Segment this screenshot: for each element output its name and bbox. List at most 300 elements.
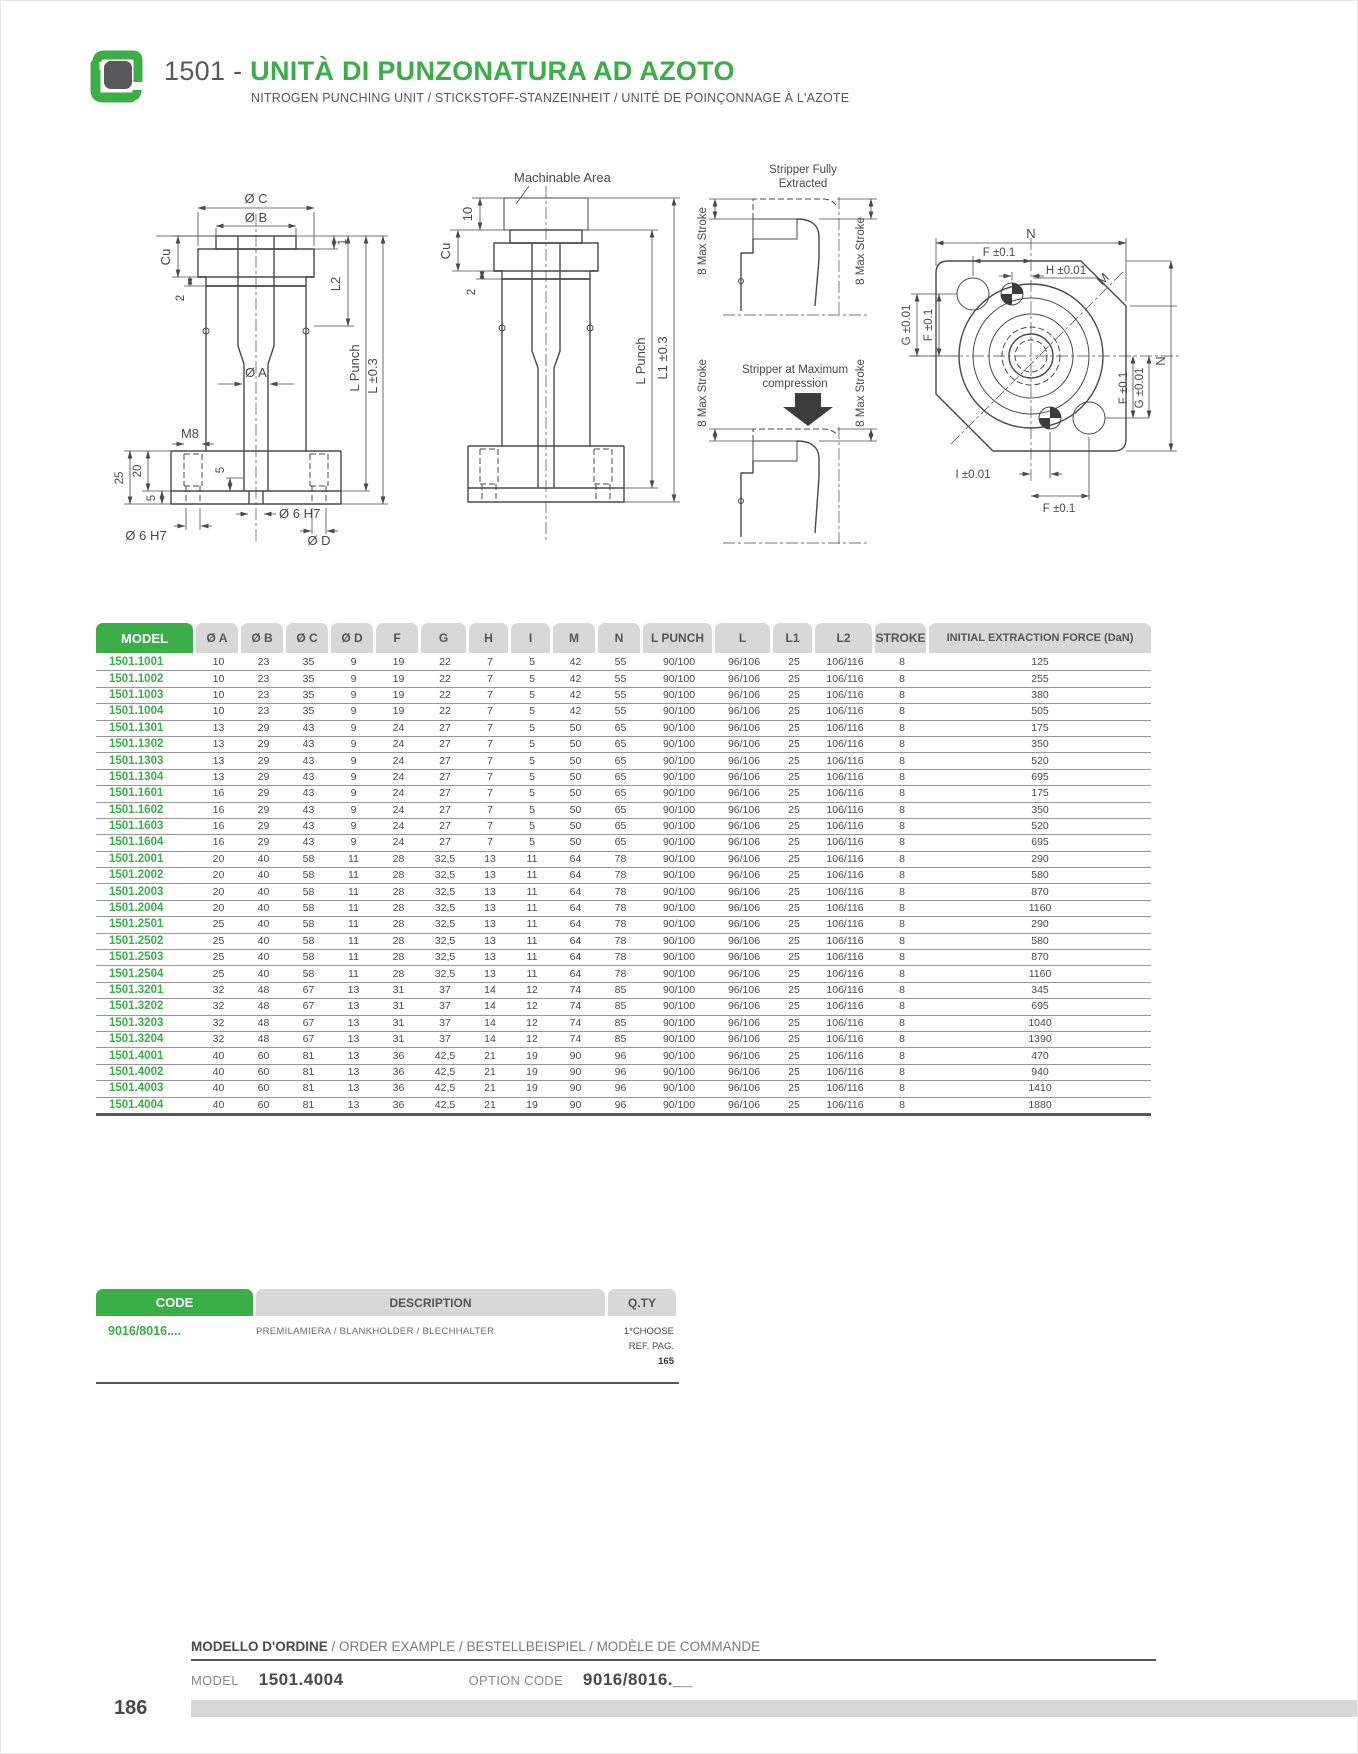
value-cell: 90/100 — [662, 770, 696, 783]
value-cell: 22 — [439, 672, 451, 685]
value-cell: 78 — [614, 934, 627, 947]
value-cell: 78 — [614, 885, 627, 898]
value-cell: 74 — [569, 1000, 582, 1013]
value-cell: 8 — [899, 803, 905, 816]
value-cell: 96 — [614, 1082, 627, 1095]
value-cell: 1040 — [1028, 1016, 1052, 1029]
value-cell: 5 — [529, 803, 535, 816]
value-cell: 940 — [1031, 1065, 1049, 1078]
model-cell: 1501.1003 — [109, 688, 164, 701]
value-cell: 5 — [529, 770, 535, 783]
model-cell: 1501.2002 — [109, 869, 164, 882]
stripper-compression-label: Stripper at Maximum — [741, 364, 849, 376]
value-cell: 25 — [788, 754, 800, 767]
value-cell: 50 — [569, 738, 582, 751]
value-cell: 21 — [484, 1065, 496, 1078]
value-cell: 520 — [1031, 820, 1049, 833]
dim-label: 2 — [466, 288, 478, 296]
value-cell: 7 — [487, 836, 493, 849]
model-cell: 1501.1602 — [109, 803, 164, 816]
value-cell: 32,5 — [434, 869, 456, 882]
value-cell: 96/106 — [727, 1082, 761, 1095]
value-cell: 67 — [302, 1016, 315, 1029]
value-cell: 90/100 — [662, 721, 696, 734]
stripper-stroke-drawing — [691, 141, 886, 551]
series-title: UNITÀ DI PUNZONATURA AD AZOTO — [250, 56, 735, 86]
column-header: Ø A — [196, 623, 238, 653]
value-cell: 96/106 — [727, 934, 761, 947]
option-code-table — [96, 1289, 679, 1384]
value-cell: 106/116 — [826, 902, 864, 915]
value-cell: 60 — [257, 1082, 270, 1095]
value-cell: 13 — [347, 1082, 360, 1095]
value-cell: 96/106 — [727, 705, 761, 718]
value-cell: 8 — [899, 787, 905, 800]
value-cell: 695 — [1031, 770, 1049, 783]
table-row — [96, 704, 1151, 720]
column-header-description: DESCRIPTION — [256, 1289, 605, 1316]
value-cell: 67 — [302, 984, 315, 996]
value-cell: 125 — [1031, 656, 1049, 669]
value-cell: 10 — [212, 705, 225, 718]
dim-label: 2 — [175, 294, 187, 302]
value-cell: 8 — [899, 820, 905, 833]
value-cell: 8 — [899, 754, 905, 767]
value-cell: 50 — [569, 836, 582, 849]
dim-label: 10 — [460, 206, 475, 222]
value-cell: 24 — [392, 754, 405, 767]
value-cell: 90/100 — [662, 1098, 696, 1111]
value-cell: 106/116 — [826, 1065, 864, 1078]
value-cell: 22 — [439, 705, 451, 718]
value-cell: 64 — [569, 967, 582, 980]
dim-label: L2 — [328, 276, 343, 292]
value-cell: 31 — [392, 1016, 405, 1029]
value-cell: 25 — [788, 770, 800, 783]
order-example — [191, 1639, 1156, 1690]
value-cell: 13 — [484, 967, 496, 980]
value-cell: 90/100 — [662, 951, 696, 964]
value-cell: 11 — [526, 951, 538, 964]
value-cell: 35 — [302, 688, 315, 701]
value-cell: 90/100 — [662, 852, 696, 865]
value-cell: 31 — [392, 984, 405, 996]
value-cell: 50 — [569, 721, 582, 734]
value-cell: 28 — [392, 869, 405, 882]
value-cell: 96/106 — [727, 787, 761, 800]
value-cell: 35 — [302, 705, 315, 718]
value-cell: 20 — [212, 885, 225, 898]
value-cell: 11 — [348, 934, 359, 947]
model-cell: 1501.4004 — [109, 1098, 164, 1111]
value-cell: 5 — [529, 836, 535, 849]
value-cell: 32,5 — [434, 902, 456, 915]
value-cell: 8 — [899, 1065, 905, 1078]
value-cell: 40 — [257, 902, 270, 915]
value-cell: 25 — [788, 984, 800, 996]
value-cell: 21 — [484, 1098, 496, 1111]
value-cell: 78 — [614, 852, 627, 865]
value-cell: 24 — [392, 820, 405, 833]
value-cell: 25 — [788, 1065, 800, 1078]
column-header: I — [511, 623, 550, 653]
option-qty — [608, 1324, 676, 1370]
dim-label: Cu — [438, 242, 453, 260]
value-cell: 96 — [614, 1098, 627, 1111]
column-header: MODEL — [96, 623, 193, 653]
value-cell: 16 — [212, 803, 225, 816]
value-cell: 25 — [788, 820, 800, 833]
series-code: 1501 - — [164, 56, 251, 86]
value-cell: 11 — [526, 934, 538, 947]
value-cell: 8 — [899, 1000, 905, 1013]
value-cell: 90 — [569, 1049, 582, 1062]
value-cell: 78 — [614, 951, 627, 964]
value-cell: 21 — [484, 1049, 496, 1062]
value-cell: 106/116 — [826, 1016, 864, 1029]
value-cell: 27 — [439, 820, 451, 833]
value-cell: 90/100 — [662, 984, 696, 996]
value-cell: 29 — [257, 721, 270, 734]
value-cell: 81 — [302, 1098, 315, 1111]
value-cell: 11 — [526, 967, 538, 980]
value-cell: 106/116 — [826, 754, 864, 767]
table-row — [96, 655, 1151, 671]
value-cell: 55 — [614, 688, 627, 701]
value-cell: 96/106 — [727, 738, 761, 751]
dim-label: I ±0.01 — [955, 469, 991, 481]
value-cell: 43 — [302, 770, 315, 783]
option-code-label: OPTION CODE — [468, 1673, 563, 1688]
value-cell: 58 — [302, 967, 315, 980]
value-cell: 255 — [1031, 672, 1049, 685]
value-cell: 64 — [569, 934, 582, 947]
value-cell: 96/106 — [727, 869, 761, 882]
model-cell: 1501.3203 — [109, 1016, 164, 1029]
value-cell: 90/100 — [662, 705, 696, 718]
option-code-value: 9016/8016.__ — [582, 1670, 693, 1689]
value-cell: 9 — [350, 803, 357, 816]
value-cell: 50 — [569, 754, 582, 767]
dim-label: Ø C — [244, 191, 268, 206]
value-cell: 24 — [392, 738, 405, 751]
value-cell: 64 — [569, 951, 582, 964]
value-cell: 43 — [302, 738, 315, 751]
order-example-title — [191, 1639, 1156, 1661]
value-cell: 11 — [348, 869, 359, 882]
value-cell: 7 — [487, 721, 493, 734]
column-header: N — [598, 623, 640, 653]
value-cell: 19 — [392, 656, 405, 669]
value-cell: 25 — [788, 1016, 800, 1029]
value-cell: 64 — [569, 885, 582, 898]
dowel-hole-marker — [1001, 283, 1023, 305]
value-cell: 55 — [614, 705, 627, 718]
value-cell: 1160 — [1028, 967, 1052, 980]
value-cell: 695 — [1031, 836, 1049, 849]
value-cell: 64 — [569, 902, 582, 915]
value-cell: 7 — [487, 787, 493, 800]
value-cell: 13 — [212, 770, 225, 783]
value-cell: 13 — [347, 1016, 360, 1029]
value-cell: 106/116 — [826, 721, 864, 734]
dim-label: 8 Max Stroke — [697, 359, 709, 427]
model-cell: 1501.3202 — [109, 1000, 164, 1013]
dim-label: F ±0.1 — [923, 308, 935, 342]
value-cell: 29 — [257, 803, 270, 816]
value-cell: 13 — [484, 852, 496, 865]
value-cell: 5 — [529, 721, 535, 734]
dim-label: 8 Max Stroke — [697, 207, 709, 275]
value-cell: 43 — [302, 836, 315, 849]
value-cell: 48 — [257, 1016, 270, 1029]
value-cell: 67 — [302, 1033, 315, 1046]
value-cell: 25 — [788, 1082, 800, 1095]
model-cell: 1501.2502 — [109, 934, 164, 947]
value-cell: 1160 — [1028, 902, 1052, 915]
machinable-area-label: Machinable Area — [514, 170, 611, 185]
value-cell: 5 — [529, 656, 535, 669]
section-drawing-dimensions — [86, 146, 391, 546]
model-cell: 1501.1002 — [109, 672, 164, 685]
value-cell: 11 — [348, 902, 359, 915]
value-cell: 870 — [1031, 885, 1049, 898]
value-cell: 90/100 — [662, 1082, 696, 1095]
value-cell: 90/100 — [662, 918, 696, 931]
value-cell: 27 — [439, 738, 451, 751]
model-cell: 1501.1301 — [109, 721, 164, 734]
table-row — [96, 688, 1151, 704]
value-cell: 24 — [392, 721, 405, 734]
page-title — [164, 56, 735, 87]
value-cell: 695 — [1031, 1000, 1049, 1013]
column-header: Ø B — [241, 623, 283, 653]
table-row — [96, 786, 1151, 802]
value-cell: 37 — [439, 1016, 451, 1029]
value-cell: 13 — [484, 934, 496, 947]
value-cell: 96/106 — [727, 1065, 761, 1078]
value-cell: 85 — [614, 1033, 627, 1046]
value-cell: 25 — [788, 951, 800, 964]
value-cell: 8 — [899, 1016, 905, 1029]
value-cell: 11 — [526, 902, 538, 915]
value-cell: 7 — [487, 705, 493, 718]
dim-label: Ø 6 H7 — [279, 506, 321, 521]
value-cell: 106/116 — [826, 787, 864, 800]
value-cell: 1880 — [1028, 1098, 1052, 1111]
value-cell: 96/106 — [727, 770, 761, 783]
value-cell: 7 — [487, 803, 493, 816]
value-cell: 12 — [526, 1033, 538, 1046]
column-header: L1 — [773, 623, 812, 653]
value-cell: 520 — [1031, 754, 1049, 767]
value-cell: 42 — [569, 705, 582, 718]
value-cell: 90/100 — [662, 672, 696, 685]
value-cell: 90/100 — [662, 869, 696, 882]
value-cell: 9 — [350, 787, 357, 800]
table-row — [96, 966, 1151, 982]
value-cell: 25 — [788, 721, 800, 734]
value-cell: 16 — [212, 820, 225, 833]
value-cell: 11 — [526, 885, 538, 898]
value-cell: 42 — [569, 688, 582, 701]
model-value: 1501.4004 — [258, 1670, 344, 1689]
value-cell: 96/106 — [727, 885, 761, 898]
model-cell: 1501.1004 — [109, 705, 164, 718]
table-row — [96, 884, 1151, 900]
value-cell: 25 — [788, 836, 800, 849]
value-cell: 25 — [212, 918, 225, 931]
value-cell: 28 — [392, 934, 405, 947]
value-cell: 25 — [788, 1000, 800, 1013]
machinable-area-drawing — [396, 146, 691, 546]
value-cell: 96/106 — [727, 836, 761, 849]
value-cell: 90/100 — [662, 836, 696, 849]
value-cell: 5 — [529, 754, 535, 767]
value-cell: 64 — [569, 918, 582, 931]
table-row — [96, 1032, 1151, 1048]
value-cell: 40 — [257, 885, 270, 898]
stripper-compression-label: compression — [762, 378, 828, 390]
dim-label: G ±0.01 — [901, 304, 913, 346]
value-cell: 24 — [392, 770, 405, 783]
value-cell: 8 — [899, 721, 905, 734]
value-cell: 32,5 — [434, 918, 456, 931]
dim-label: F ±0.1 — [982, 247, 1016, 259]
value-cell: 43 — [302, 820, 315, 833]
table-row — [96, 753, 1151, 769]
value-cell: 106/116 — [826, 1049, 864, 1062]
value-cell: 13 — [212, 738, 225, 751]
model-cell: 1501.2004 — [109, 902, 164, 915]
value-cell: 9 — [350, 705, 357, 718]
value-cell: 1410 — [1028, 1082, 1052, 1095]
value-cell: 21 — [484, 1082, 496, 1095]
value-cell: 25 — [788, 688, 800, 701]
value-cell: 9 — [350, 688, 357, 701]
dim-label: 20 — [132, 464, 144, 478]
column-header: L PUNCH — [643, 623, 712, 653]
value-cell: 106/116 — [826, 672, 864, 685]
column-header: L — [715, 623, 770, 653]
value-cell: 345 — [1031, 984, 1049, 996]
model-cell: 1501.1302 — [109, 738, 164, 751]
column-header: Ø C — [286, 623, 328, 653]
value-cell: 90 — [569, 1082, 582, 1095]
value-cell: 8 — [899, 770, 905, 783]
value-cell: 106/116 — [826, 836, 864, 849]
value-cell: 25 — [788, 885, 800, 898]
value-cell: 43 — [302, 787, 315, 800]
value-cell: 42 — [569, 672, 582, 685]
value-cell: 11 — [526, 852, 538, 865]
value-cell: 25 — [788, 738, 800, 751]
value-cell: 31 — [392, 1000, 405, 1013]
value-cell: 106/116 — [826, 951, 864, 964]
value-cell: 8 — [899, 656, 905, 669]
value-cell: 7 — [487, 820, 493, 833]
value-cell: 42,5 — [434, 1082, 456, 1095]
value-cell: 29 — [257, 836, 270, 849]
value-cell: 19 — [392, 705, 405, 718]
value-cell: 23 — [257, 705, 270, 718]
value-cell: 9 — [350, 770, 357, 783]
value-cell: 58 — [302, 869, 315, 882]
value-cell: 36 — [392, 1098, 405, 1111]
table-row — [96, 983, 1151, 999]
value-cell: 23 — [257, 656, 270, 669]
value-cell: 106/116 — [826, 820, 864, 833]
value-cell: 106/116 — [826, 984, 864, 996]
value-cell: 29 — [257, 820, 270, 833]
value-cell: 5 — [529, 672, 535, 685]
value-cell: 40 — [257, 951, 270, 964]
value-cell: 60 — [257, 1065, 270, 1078]
option-table-row — [96, 1316, 679, 1382]
value-cell: 9 — [350, 754, 357, 767]
spec-table-header-row — [96, 623, 1151, 653]
value-cell: 96/106 — [727, 688, 761, 701]
value-cell: 65 — [614, 787, 627, 800]
value-cell: 37 — [439, 1033, 451, 1046]
table-row — [96, 868, 1151, 884]
value-cell: 32 — [212, 984, 225, 996]
value-cell: 11 — [526, 869, 538, 882]
column-header: INITIAL EXTRACTION FORCE (DaN) — [929, 623, 1151, 653]
value-cell: 25 — [788, 902, 800, 915]
dim-label: Ø B — [244, 210, 268, 225]
value-cell: 50 — [569, 820, 582, 833]
column-header: L2 — [815, 623, 872, 653]
value-cell: 40 — [212, 1065, 225, 1078]
value-cell: 8 — [899, 885, 905, 898]
value-cell: 96/106 — [727, 1016, 761, 1029]
value-cell: 8 — [899, 967, 905, 980]
value-cell: 8 — [899, 672, 905, 685]
value-cell: 35 — [302, 672, 315, 685]
value-cell: 5 — [529, 820, 535, 833]
value-cell: 106/116 — [826, 705, 864, 718]
value-cell: 55 — [614, 656, 627, 669]
value-cell: 28 — [392, 918, 405, 931]
value-cell: 90/100 — [662, 1065, 696, 1078]
value-cell: 290 — [1031, 852, 1049, 865]
dim-label: Ø 6 H7 — [125, 528, 167, 543]
value-cell: 106/116 — [826, 803, 864, 816]
value-cell: 42 — [569, 656, 582, 669]
value-cell: 48 — [257, 984, 270, 996]
model-cell: 1501.2001 — [109, 852, 164, 865]
value-cell: 7 — [487, 688, 493, 701]
value-cell: 29 — [257, 770, 270, 783]
value-cell: 58 — [302, 852, 315, 865]
table-row — [96, 901, 1151, 917]
value-cell: 25 — [788, 1098, 800, 1111]
column-header: H — [469, 623, 508, 653]
value-cell: 58 — [302, 934, 315, 947]
value-cell: 78 — [614, 918, 627, 931]
value-cell: 65 — [614, 738, 627, 751]
value-cell: 90/100 — [662, 885, 696, 898]
dim-label: 1 — [337, 238, 349, 246]
table-row — [96, 852, 1151, 868]
value-cell: 580 — [1031, 869, 1049, 882]
value-cell: 35 — [302, 656, 315, 669]
value-cell: 40 — [257, 967, 270, 980]
value-cell: 40 — [212, 1049, 225, 1062]
value-cell: 96/106 — [727, 1098, 761, 1111]
value-cell: 11 — [348, 852, 359, 865]
